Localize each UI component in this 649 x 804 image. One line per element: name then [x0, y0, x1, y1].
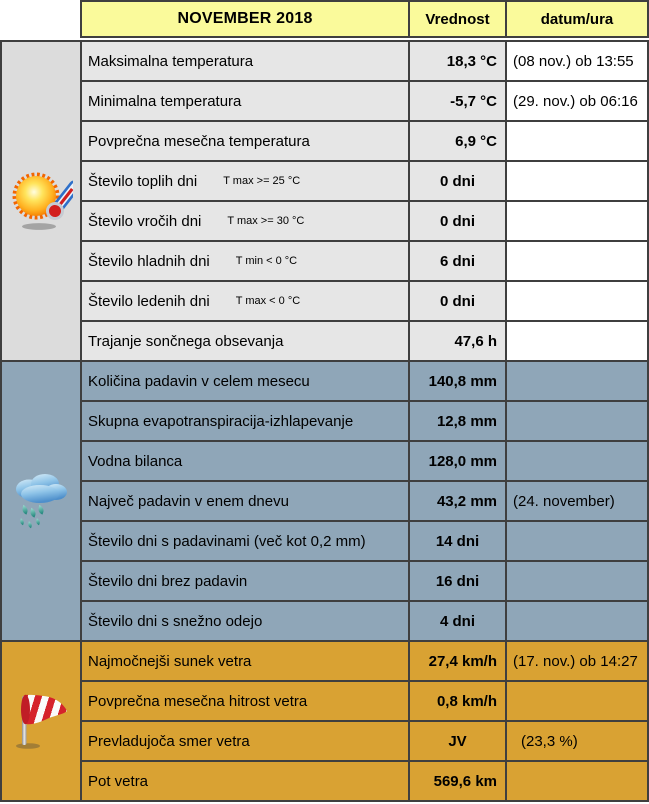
row-label-text: Število hladnih dni	[88, 252, 210, 270]
row-label	[82, 682, 408, 720]
row-label	[82, 162, 408, 200]
row-value: 128,0 mm	[410, 442, 505, 480]
row-label-text: Število dni brez padavin	[88, 572, 248, 590]
row-label-text: Število ledenih dni	[88, 292, 210, 310]
row-label-text: Vodna bilanca	[88, 452, 183, 470]
row-datum	[507, 402, 647, 440]
row-datum	[507, 682, 647, 720]
row-datum	[507, 122, 647, 160]
sun-thermometer-icon	[9, 169, 73, 233]
row-label	[82, 282, 408, 320]
row-datum	[507, 522, 647, 560]
row-label	[82, 122, 408, 160]
row-datum	[507, 562, 647, 600]
row-label-text: Pot vetra	[88, 772, 149, 790]
row-datum	[507, 202, 647, 240]
weather-table	[0, 40, 649, 802]
row-value: 0 dni	[410, 162, 505, 200]
column-header-datum: datum/ura	[507, 2, 647, 36]
row-label-text: Največ padavin v enem dnevu	[88, 492, 289, 510]
row-label	[82, 202, 408, 240]
row-condition: T max >= 25 °C	[223, 175, 301, 187]
row-value: JV	[410, 722, 505, 760]
row-label-text: Maksimalna temperatura	[88, 52, 254, 70]
row-value: 6,9 °C	[410, 122, 505, 160]
column-header-value: Vrednost	[410, 2, 505, 36]
table-header	[80, 0, 649, 38]
row-label	[82, 522, 408, 560]
temperature-section-icon-cell	[2, 42, 80, 360]
row-value: 12,8 mm	[410, 402, 505, 440]
row-label	[82, 762, 408, 800]
row-value: 6 dni	[410, 242, 505, 280]
page-title: NOVEMBER 2018	[82, 2, 408, 36]
row-label	[82, 442, 408, 480]
row-label-text: Najmočnejši sunek vetra	[88, 652, 252, 670]
row-label-text: Količina padavin v celem mesecu	[88, 372, 310, 390]
row-value: 0 dni	[410, 202, 505, 240]
row-label	[82, 482, 408, 520]
row-value: 18,3 °C	[410, 42, 505, 80]
row-value: 140,8 mm	[410, 362, 505, 400]
row-label	[82, 642, 408, 680]
row-label	[82, 722, 408, 760]
row-condition: T min < 0 °C	[235, 255, 298, 267]
row-label-text: Število vročih dni	[88, 212, 202, 230]
row-value: 43,2 mm	[410, 482, 505, 520]
row-label-text: Trajanje sončnega obsevanja	[88, 332, 284, 350]
row-datum	[507, 282, 647, 320]
row-label-text: Število toplih dni	[88, 172, 198, 190]
row-label	[82, 322, 408, 360]
row-label-text: Prevladujoča smer vetra	[88, 732, 250, 750]
row-value: 4 dni	[410, 602, 505, 640]
row-label-text: Število dni s padavinami (več kot 0,2 mm)	[88, 532, 366, 550]
row-condition: T max < 0 °C	[235, 295, 301, 307]
row-datum	[507, 362, 647, 400]
row-datum: (29. nov.) ob 06:16	[507, 82, 647, 120]
row-label-text: Skupna evapotranspiracija-izhlapevanje	[88, 412, 354, 430]
row-value: 14 dni	[410, 522, 505, 560]
row-label	[82, 42, 408, 80]
row-datum: (08 nov.) ob 13:55	[507, 42, 647, 80]
row-value: 27,4 km/h	[410, 642, 505, 680]
row-label	[82, 82, 408, 120]
row-value: 0 dni	[410, 282, 505, 320]
row-label-text: Povprečna mesečna temperatura	[88, 132, 310, 150]
row-label	[82, 602, 408, 640]
row-condition: T max >= 30 °C	[227, 215, 305, 227]
rain-cloud-icon	[9, 469, 73, 533]
row-datum	[507, 242, 647, 280]
row-datum: (23,3 %)	[507, 722, 647, 760]
row-label-text: Minimalna temperatura	[88, 92, 242, 110]
row-datum: (24. november)	[507, 482, 647, 520]
row-label-text: Povprečna mesečna hitrost vetra	[88, 692, 308, 710]
row-label	[82, 242, 408, 280]
row-value: -5,7 °C	[410, 82, 505, 120]
row-value: 16 dni	[410, 562, 505, 600]
row-datum	[507, 762, 647, 800]
row-datum	[507, 442, 647, 480]
windsock-icon	[9, 689, 73, 753]
row-datum	[507, 162, 647, 200]
row-value: 569,6 km	[410, 762, 505, 800]
row-datum	[507, 322, 647, 360]
row-label	[82, 402, 408, 440]
row-datum	[507, 602, 647, 640]
row-label	[82, 562, 408, 600]
precipitation-section-icon-cell	[2, 362, 80, 640]
wind-section-icon-cell	[2, 642, 80, 800]
row-label	[82, 362, 408, 400]
row-datum: (17. nov.) ob 14:27	[507, 642, 647, 680]
row-value: 0,8 km/h	[410, 682, 505, 720]
row-label-text: Število dni s snežno odejo	[88, 612, 263, 630]
row-value: 47,6 h	[410, 322, 505, 360]
